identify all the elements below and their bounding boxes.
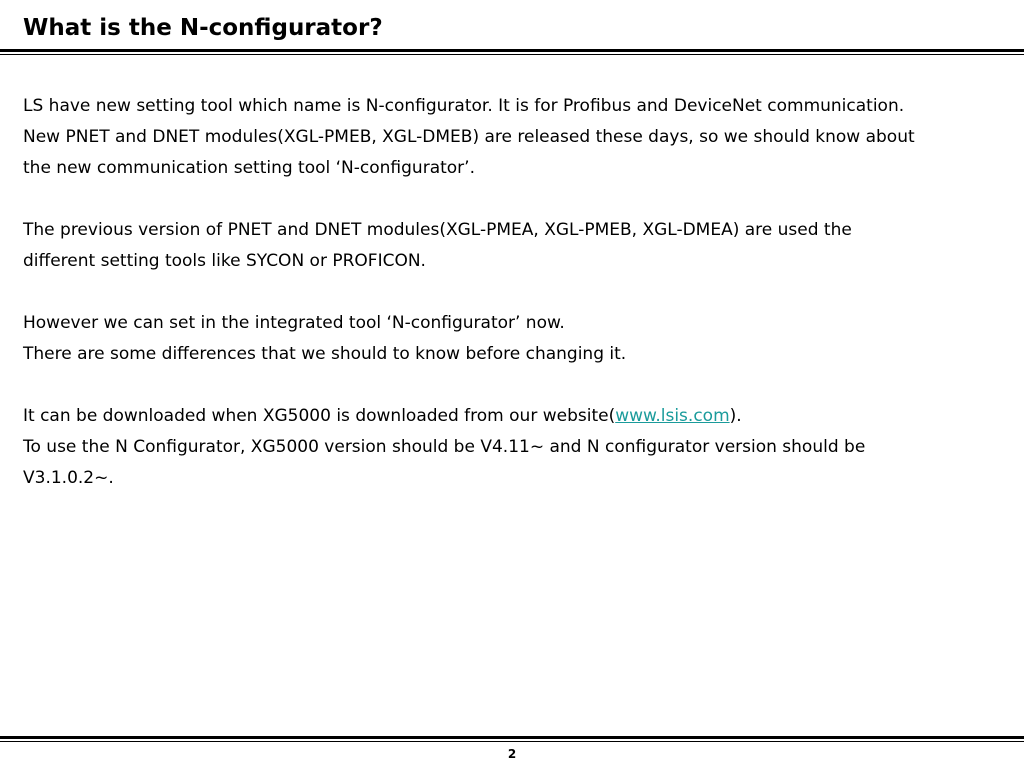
slide-title: What is the N-configurator? bbox=[23, 15, 383, 41]
title-divider-thick bbox=[0, 49, 1024, 52]
slide-body bbox=[23, 91, 998, 525]
paragraph-integrated-tool bbox=[23, 308, 998, 370]
title-divider-thin bbox=[0, 54, 1024, 55]
website-link[interactable]: www.lsis.com bbox=[615, 406, 730, 426]
footer-divider-thick bbox=[0, 736, 1024, 739]
download-text-end: ). bbox=[729, 406, 742, 426]
paragraph-intro bbox=[23, 91, 998, 184]
paragraph-line: New PNET and DNET modules(XGL-PMEB, XGL-DMEB) are released these days, so we should know about bbox=[23, 127, 915, 147]
paragraph-download bbox=[23, 401, 998, 494]
paragraph-line: V3.1.0.2~. bbox=[23, 468, 114, 488]
page-number: 2 bbox=[507, 747, 517, 761]
paragraph-line: LS have new setting tool which name is N-configurator. It is for Profibus and DeviceNet communication. bbox=[23, 96, 905, 116]
paragraph-line: The previous version of PNET and DNET modules(XGL-PMEA, XGL-PMEB, XGL-DMEA) are used the bbox=[23, 220, 852, 240]
download-text: It can be downloaded when XG5000 is downloaded from our website( bbox=[23, 406, 616, 426]
paragraph-line: However we can set in the integrated tool ‘N-configurator’ now. bbox=[23, 313, 565, 333]
paragraph-line: the new communication setting tool ‘N-configurator’. bbox=[23, 158, 475, 178]
paragraph-line-with-link bbox=[23, 401, 998, 432]
paragraph-previous-version bbox=[23, 215, 998, 277]
paragraph-line: There are some differences that we should to know before changing it. bbox=[23, 344, 627, 364]
paragraph-line: To use the N Configurator, XG5000 version should be V4.11~ and N configurator version should be bbox=[23, 437, 866, 457]
paragraph-line: different setting tools like SYCON or PROFICON. bbox=[23, 251, 426, 271]
footer-divider-thin bbox=[0, 741, 1024, 742]
